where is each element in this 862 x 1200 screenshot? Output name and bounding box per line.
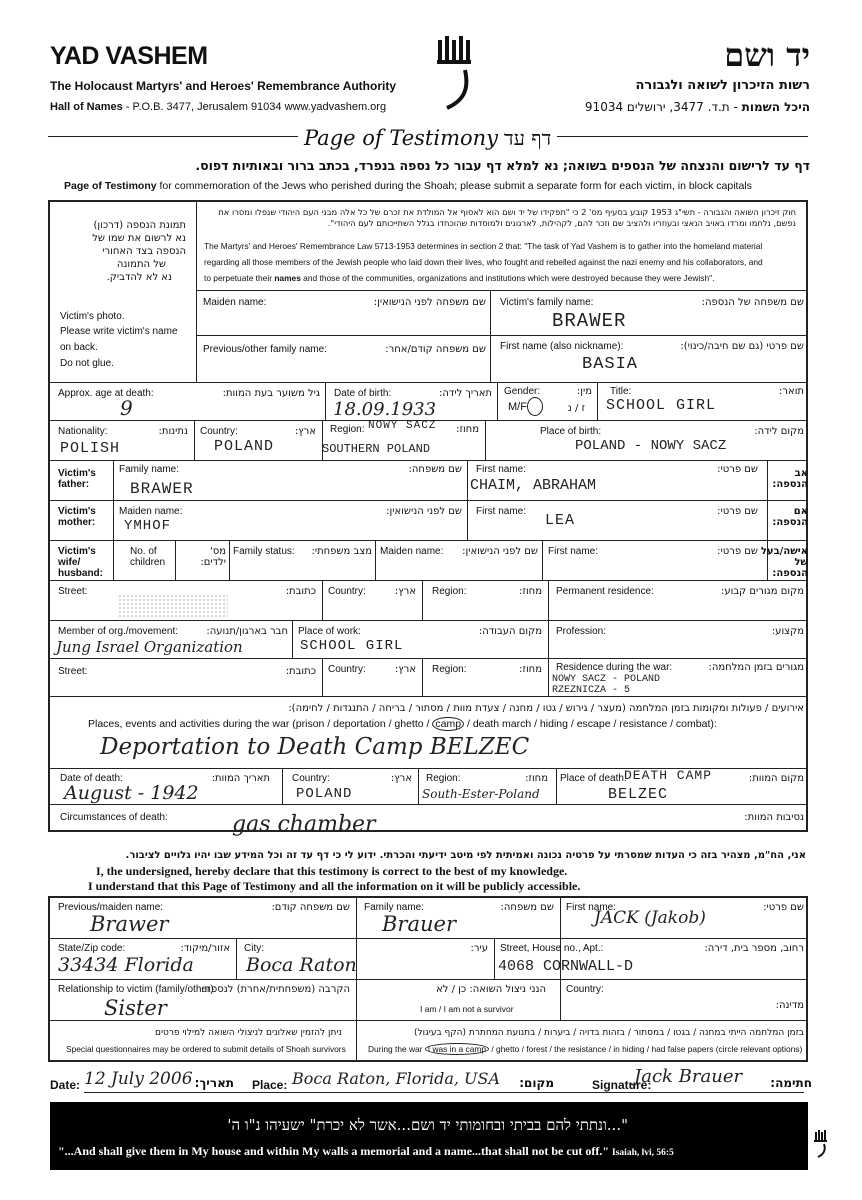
vdiv-d2 — [418, 768, 419, 804]
rule-father — [48, 500, 808, 501]
org-subtitle-hebrew: רשות הזיכרון לשואה ולגבורה — [635, 78, 810, 93]
vdiv-nat — [194, 420, 195, 460]
sub-prev-heb: שם משפחה קודם: — [271, 902, 350, 913]
death-country-label: Country: — [292, 773, 330, 784]
mother-label: Victim's mother: — [58, 506, 96, 528]
sig-heb: חתימה: — [770, 1076, 812, 1090]
children-label: No. of children — [130, 546, 166, 568]
member-value[interactable]: Jung Israel Organization — [56, 638, 243, 656]
wr-country-heb: ארץ: — [394, 664, 416, 675]
declaration-en-2: I understand that this Page of Testimony and all the information on it will be publicly accessible. — [88, 879, 581, 893]
rule-res — [48, 620, 808, 621]
sub-rel-label: Relationship to victim (family/other): — [58, 984, 217, 995]
mother-first-value[interactable]: LEA — [545, 512, 576, 529]
rule-sub3 — [48, 1020, 808, 1021]
family-heb: שם משפחה של הנספה: — [701, 297, 804, 308]
hall-label-hebrew: היכל השמות — [741, 100, 810, 114]
photo-divider — [196, 200, 197, 382]
smudge — [118, 594, 228, 618]
rule-law — [196, 290, 808, 291]
age-heb: גיל משוער בעת המוות: — [222, 388, 320, 399]
place-work-heb: מקום העבודה: — [478, 626, 542, 637]
prev-label: Previous/other family name: — [203, 344, 327, 355]
intro-english — [64, 180, 752, 192]
sub-quest-en: Special questionnaires may be ordered to submit details of Shoah survivors — [66, 1044, 346, 1054]
country-heb: ארץ: — [294, 426, 316, 437]
photo-heb-5: נא לא להדביק. — [106, 272, 172, 283]
vdiv-age — [325, 382, 326, 420]
death-country-value[interactable]: POLAND — [296, 786, 353, 802]
title-heb: תואר: — [779, 386, 804, 397]
vdiv-wr3 — [548, 658, 549, 696]
street-heb: כתובת: — [285, 586, 316, 597]
res-region-heb: מחוז: — [519, 586, 542, 597]
vdiv-res2 — [422, 580, 423, 620]
address-hebrew: - ת.ד. 3477, ירושלים 91034 — [584, 100, 742, 114]
street-label: Street: — [58, 586, 88, 597]
father-fam-label: Family name: — [119, 464, 180, 475]
gender-circle — [527, 397, 543, 416]
region-heb: מחוז: — [456, 424, 479, 435]
photo-heb-4: של התמונה — [116, 259, 166, 270]
sp-maiden-label: Maiden name: — [380, 546, 444, 557]
prof-label: Profession: — [556, 626, 607, 637]
vdiv-sp4 — [542, 540, 543, 580]
law-en-2: regarding all those members of the Jewish people who laid down their lives, who fought and rebelled against the nazi enemy and his collaborators, and — [204, 257, 763, 267]
nat-heb: נתינות: — [158, 426, 188, 437]
rule-sub2 — [48, 979, 808, 980]
events-heb: אירועים / פעולות ומקומות בזמן המלחמה (מעצר / גירוש / גטו / מחנה / צעדת מוות / מסתור / בריחה / התנגדות / לחימה): — [288, 703, 804, 714]
father-first-label: First name: — [476, 464, 527, 475]
pob-label: Place of birth: — [540, 426, 602, 437]
country-value[interactable]: POLAND — [214, 438, 275, 455]
sub-rel-heb: הקרבה (משפחתית/אחרת) לנספה: — [201, 984, 350, 995]
death-place-heb: מקום המוות: — [748, 773, 804, 784]
intro-bold: Page of Testimony — [64, 180, 157, 192]
dob-value[interactable]: 18.09.1933 — [333, 399, 437, 420]
law-en-3c: and those of the communities, organizations and institutions which were destroyed because they were Jewish". — [300, 273, 715, 283]
sp-first-label: First name: — [548, 546, 599, 557]
law-en-3a: to perpetuate their — [204, 273, 275, 283]
place-heb: מקום: — [519, 1076, 554, 1090]
vdiv-names — [490, 290, 491, 382]
spouse-heb: אישה/בעל של הנספה: — [760, 546, 808, 579]
dob-label: Date of birth: — [334, 388, 392, 399]
country-label: Country: — [200, 426, 238, 437]
events-camp-circled[interactable]: camp — [432, 717, 464, 731]
hall-label: Hall of Names — [50, 101, 123, 113]
mother-first-label: First name: — [476, 506, 527, 517]
photo-heb-2: נא לרשום את שמו של — [92, 233, 186, 244]
date-label: Date: — [50, 1078, 81, 1092]
quote-en-text: "...And shall give them in My house and within My walls a memorial and a name...that shall not be cut off." — [58, 1144, 610, 1158]
circ-value[interactable]: gas chamber — [232, 812, 376, 837]
vdiv-sp2 — [229, 540, 230, 580]
sub-war-en-a: During the war — [368, 1044, 423, 1054]
perm-label: Permanent residence: — [556, 586, 654, 597]
events-en — [88, 718, 717, 730]
member-label: Member of org./movement: — [58, 626, 179, 637]
events-en-a: Places, events and activities during the war (prison / deportation / ghetto / — [88, 718, 430, 730]
rule-names — [196, 335, 808, 336]
quote-ref: Isaiah, lvi, 56:5 — [612, 1148, 674, 1158]
circ-heb: נסיבות המוות: — [744, 812, 804, 823]
father-fam-heb: שם משפחה: — [408, 464, 462, 475]
first-value[interactable]: BASIA — [582, 355, 639, 374]
death-region-heb: מחוז: — [525, 773, 548, 784]
wr-street-label: Street: — [58, 666, 88, 677]
vdiv-dob — [497, 382, 498, 420]
sub-city-label: City: — [244, 943, 264, 954]
sub-surv-heb: הנני ניצול השואה: כן / לא — [436, 984, 546, 995]
circ-label: Circumstances of death: — [60, 812, 168, 823]
sub-street-label: Street, House no., Apt.: — [500, 943, 604, 954]
sub-first-value[interactable]: JACK (Jakob) — [594, 908, 706, 928]
maiden-heb: שם משפחה לפני הנישואין: — [373, 297, 486, 308]
sub-quest-heb: ניתן להזמין שאלונים לניצולי השואה למילוי פרטים — [155, 1028, 342, 1038]
vdiv-sp1 — [175, 540, 176, 580]
gender-heb: מין: — [576, 386, 592, 397]
law-en-3 — [204, 273, 714, 283]
wr-region-label: Region: — [432, 664, 467, 675]
vdiv-region — [485, 420, 486, 460]
nat-value[interactable]: POLISH — [60, 440, 121, 457]
sub-war-circled[interactable]: I was in a camp — [425, 1043, 489, 1055]
sig-value[interactable]: Jack Brauer — [634, 1066, 743, 1087]
wr-street-heb: כתובת: — [285, 666, 316, 677]
declaration-en-1: I, the undersigned, hereby declare that this testimony is correct to the best of my knowledge. — [96, 864, 568, 878]
wr-res-value-1[interactable]: NOWY SACZ - POLAND — [552, 674, 661, 685]
father-first-value[interactable]: CHAIM, ABRAHAM — [470, 477, 597, 494]
rule-nat — [48, 460, 808, 461]
maiden-label: Maiden name: — [203, 297, 267, 308]
place-work-value[interactable]: SCHOOL GIRL — [300, 638, 404, 654]
father-label: Victim's father: — [58, 468, 96, 490]
death-date-heb: תאריך המוות: — [211, 773, 270, 784]
vdiv-work2 — [548, 620, 549, 658]
pob-heb: מקום לידה: — [754, 426, 804, 437]
photo-en-2: Please write victim's name — [60, 326, 178, 337]
wr-res-value-2[interactable]: RZEZNICZA - 5 — [552, 685, 631, 696]
sub-surv-en: I am / I am not a survivor — [420, 1004, 514, 1014]
org-name: YAD VASHEM — [50, 42, 208, 70]
title-value[interactable]: SCHOOL GIRL — [606, 397, 717, 414]
mother-maiden-heb: שם לפני הנישואין: — [386, 506, 462, 517]
title-label: Title: — [610, 386, 632, 397]
vdiv-d1 — [282, 768, 283, 804]
sp-maiden-heb: שם לפני הנישואין: — [462, 546, 538, 557]
sig-label: Signature: — [592, 1078, 652, 1092]
photo-en-1: Victim's photo. — [60, 311, 125, 322]
sub-city-heb: עיר: — [470, 943, 488, 954]
date-value[interactable]: 12 July 2006 — [84, 1069, 193, 1089]
rule-first — [48, 382, 808, 383]
res-country-label: Country: — [328, 586, 366, 597]
children-heb: מס' ילדים: — [200, 546, 226, 568]
wr-country-label: Country: — [328, 664, 366, 675]
sub-war-en-b: / ghetto / forest / the resistance / in hiding / had false papers (circle relevant options) — [491, 1044, 803, 1054]
vdiv-sp3 — [375, 540, 376, 580]
dob-heb: תאריך לידה: — [439, 388, 492, 399]
photo-en-3: on back. — [60, 342, 98, 353]
sub-fam-heb: שם משפחה: — [500, 902, 554, 913]
place-value[interactable]: Boca Raton, Florida, USA — [292, 1069, 501, 1088]
sub-street-value[interactable]: 4068 CORNWALL-D — [498, 958, 634, 975]
org-name-hebrew: יד ושם — [724, 36, 810, 74]
hall-address-hebrew — [585, 100, 810, 114]
footer-logo — [814, 1130, 828, 1158]
vdiv-res3 — [548, 580, 549, 620]
page-title-hebrew: דף עד — [498, 126, 557, 151]
sub-zip-value[interactable]: 33434 Florida — [58, 954, 194, 976]
law-en-3b: names — [274, 273, 301, 283]
pob-value[interactable]: POLAND - NOWY SACZ — [575, 438, 727, 454]
sub-street-heb: רחוב, מספר בית, דירה: — [704, 943, 804, 954]
sub-zip-heb: אזור/מיקוד: — [180, 943, 230, 954]
vdiv-gender — [597, 382, 598, 420]
sub-prev-value[interactable]: Brawer — [90, 912, 169, 936]
sub-city-value[interactable]: Boca Raton — [246, 954, 357, 976]
org-subtitle: The Holocaust Martyrs' and Heroes' Remembrance Authority — [50, 79, 397, 93]
sub-country-label: Country: — [566, 984, 604, 995]
wr-res-label: Residence during the war: — [556, 662, 673, 673]
fam-status-label: Family status: — [233, 546, 295, 557]
family-value[interactable]: BRAWER — [552, 310, 627, 332]
death-date-label: Date of death: — [60, 773, 123, 784]
sub-first-label: First name: — [566, 902, 617, 913]
page-title: Page of Testimony — [298, 126, 504, 150]
gender-heb-opts: ז / נ — [567, 403, 585, 414]
wr-region-heb: מחוז: — [519, 664, 542, 675]
region-value-2[interactable]: SOUTHERN POLAND — [322, 442, 431, 456]
sub-rel-value[interactable]: Sister — [104, 996, 167, 1020]
date-heb: תאריך: — [194, 1076, 234, 1090]
margin-number — [0, 843, 1, 900]
vdiv-sub3 — [236, 938, 237, 979]
rule-war-res — [48, 696, 808, 697]
yad-vashem-logo — [435, 36, 475, 112]
fam-status-heb: מצב משפחתי: — [311, 546, 372, 557]
intro-text: for commemoration of the Jews who perished during the Shoah; please submit a separate form for each victim, in block capitals — [156, 180, 752, 192]
vdiv-sub4 — [494, 938, 495, 979]
vdiv-res1 — [322, 580, 323, 620]
death-place-value-2[interactable]: BELZEC — [608, 786, 669, 803]
nat-label: Nationality: — [58, 426, 108, 437]
rule-sub1 — [48, 938, 808, 939]
sub-war-en — [368, 1044, 802, 1054]
sub-prev-label: Previous/maiden name: — [58, 902, 164, 913]
death-place-label: Place of death: — [560, 773, 627, 784]
law-hebrew: חוק זיכרון השואה והגבורה - תשי"ג 1953 קובע בסעיף מס' 2 כי "תפקידו של יד ושם הוא לאסוף אל המולדת את זכרם של כל אלה מבני העם היהודי שנפלו ומסרו את נפשם, נלחמו ומרדו באויב הנאצי ובעוזריו ולהציב שם וזכר להם, לקהילות, לארגונים ולמוסדות שהוכחדו בגלל השתייכותם לעם היהודי". — [218, 207, 796, 228]
quote-banner — [50, 1102, 808, 1170]
sub-country-heb: מדינה: — [775, 1000, 804, 1011]
hall-address — [50, 101, 386, 113]
prof-heb: מקצוע: — [771, 626, 804, 637]
sub-first-heb: שם פרטי: — [763, 902, 804, 913]
member-heb: חבר בארגון/תנועה: — [206, 626, 288, 637]
prev-heb: שם משפחה קודם/אחר: — [385, 344, 486, 355]
vdiv-work1 — [292, 620, 293, 658]
mother-maiden-label: Maiden name: — [119, 506, 183, 517]
place-label: Place: — [252, 1078, 288, 1092]
region-label: Region: — [330, 424, 365, 435]
photo-heb-1: תמונת הנספה (דרכון) — [93, 220, 186, 231]
death-region-value[interactable]: South-Ester-Poland — [422, 787, 540, 801]
age-label: Approx. age at death: — [58, 388, 154, 399]
photo-en-4: Do not glue. — [60, 358, 114, 369]
death-place-value-1[interactable]: DEATH CAMP — [624, 768, 713, 783]
first-label: First name (also nickname): — [500, 341, 624, 352]
place-work-label: Place of work: — [298, 626, 361, 637]
res-region-label: Region: — [432, 586, 467, 597]
intro-hebrew: דף עד לרישום והנצחה של הנספים בשואה; נא למלא דף עבור כל נספה בנפרד, בכתב ברור ובאותיות דפוס. — [195, 158, 810, 173]
sub-zip-label: State/Zip code: — [58, 943, 126, 954]
spouse-label: Victim's wife/ husband: — [58, 546, 103, 579]
quote-heb: "...ונתתי להם בביתי ובחומותי יד ושם...אשר לא יכרת" ישעיהו נ"ו ה' — [227, 1116, 628, 1134]
photo-heb-3: הנספה בצד האחורי — [102, 246, 186, 257]
rule-mother — [48, 540, 808, 541]
rule-work — [48, 658, 808, 659]
death-country-heb: ארץ: — [390, 773, 412, 784]
gender-label: Gender: — [504, 386, 541, 397]
res-country-heb: ארץ: — [394, 586, 416, 597]
declaration-heb: אני, הח"מ, מצהיר בזה כי העדות שמסרתי על פרטיה נכונה ואמיתית לפי מיטב ידיעתי והכרתי. ידוע לי כי דף עד זה וכל המידע שבו יהיו גלויים לציבור. — [125, 850, 806, 861]
law-en-1: The Martyrs' and Heroes' Remembrance Law 5713-1953 determines in section 2 that: "The task of Yad Vashem is to gather into the homeland material — [204, 241, 763, 251]
rule-spouse — [48, 580, 808, 581]
events-value[interactable]: Deportation to Death Camp BELZEC — [100, 734, 530, 760]
sub-fam-label: Family name: — [364, 902, 425, 913]
vdiv-wr1 — [322, 658, 323, 696]
address: - P.O.B. 3477, Jerusalem 91034 www.yadvashem.org — [122, 101, 387, 113]
mother-heb: אם הנספה: — [772, 506, 808, 528]
age-value[interactable]: 9 — [120, 396, 133, 420]
sub-war-heb: בזמן המלחמה הייתי במחנה / בגטו / במסתור / בזהות בדויה / ביערות / בתנועת המחתרת (הקף בעיגול) — [414, 1028, 804, 1038]
mother-first-heb: שם פרטי: — [717, 506, 758, 517]
quote-en — [58, 1144, 674, 1159]
sp-first-heb: שם פרטי: — [717, 546, 758, 557]
events-en-b: / death march / hiding / escape / resistance / combat): — [466, 718, 717, 730]
sig-underline — [84, 1092, 804, 1093]
family-label: Victim's family name: — [500, 297, 594, 308]
wr-res-heb: מגורים בזמן המלחמה: — [708, 662, 804, 673]
sub-fam-value[interactable]: Brauer — [382, 912, 456, 936]
perm-heb: מקום מגורים קבוע: — [721, 586, 804, 597]
rule-death — [48, 804, 808, 805]
first-heb: שם פרטי (גם שם חיבה/כינוי): — [680, 341, 804, 352]
father-heb: אב הנספה: — [772, 468, 808, 490]
father-fam-value[interactable]: BRAWER — [130, 480, 194, 498]
gender-value[interactable]: M/F — [508, 401, 527, 413]
father-first-heb: שם פרטי: — [717, 464, 758, 475]
vdiv-d3 — [556, 768, 557, 804]
vdiv-wr2 — [422, 658, 423, 696]
region-value-1[interactable]: NOWY SACZ — [368, 420, 437, 432]
death-region-label: Region: — [426, 773, 461, 784]
mother-maiden-value[interactable]: YMHOF — [124, 518, 172, 534]
death-date-value[interactable]: August - 1942 — [64, 782, 199, 804]
